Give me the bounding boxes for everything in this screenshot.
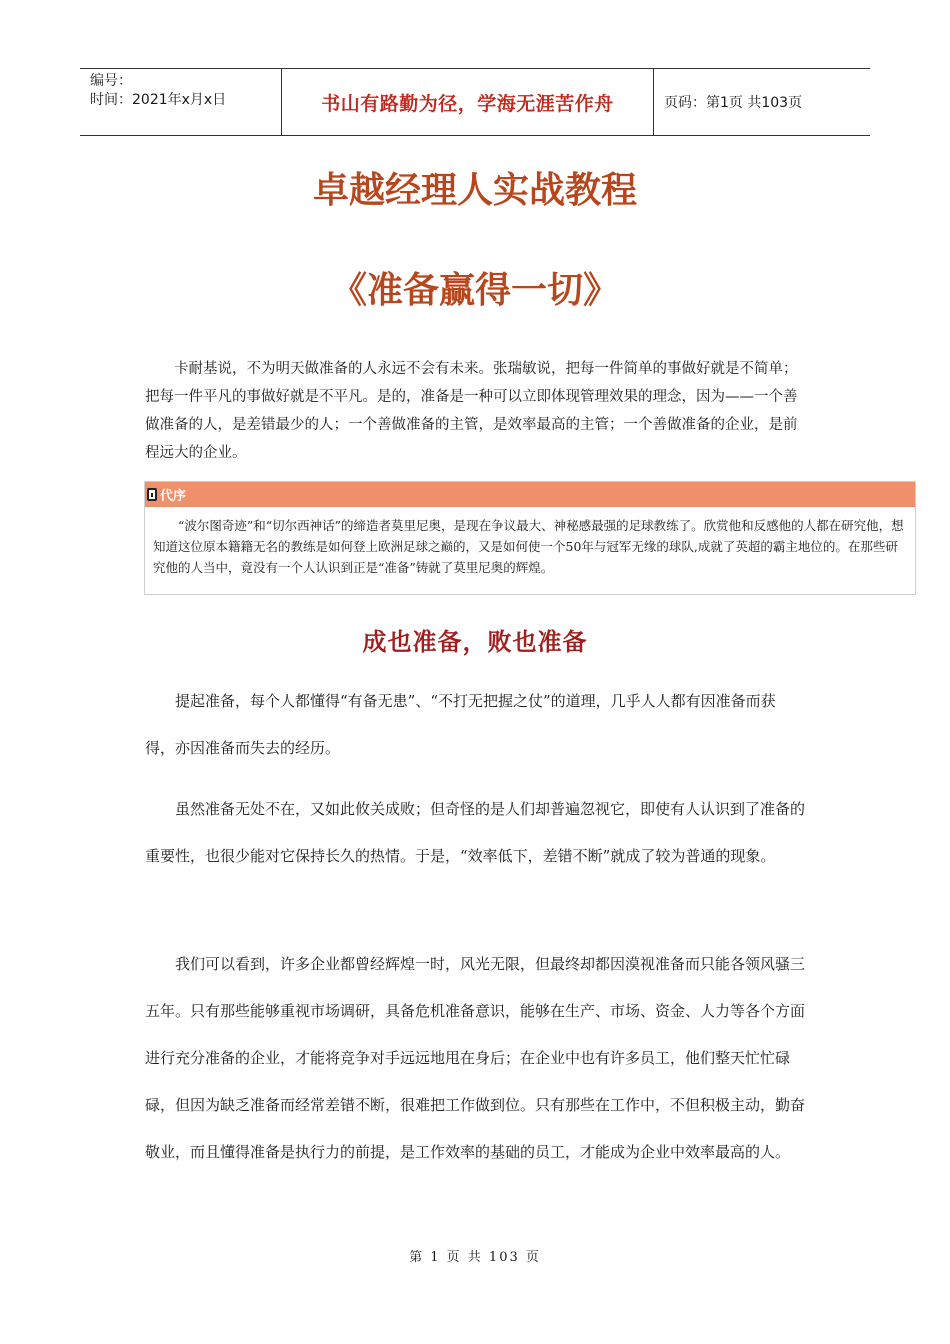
document-title: 卓越经理人实战教程 bbox=[312, 170, 637, 211]
body-paragraph-3: 我们可以看到，许多企业都曾经辉煌一时，风光无限，但最终却都因漠视准备而只能各领风骚三五年。只有那些能够重视市场调研，具备危机准备意识，能够在生产、市场、资金、人力等各个方面进行充分准备的企业，才能将竞争对手远远地甩在身后；在企业中也有许多员工，他们整天忙忙碌碌，但因为缺乏准备而经常差错不断，很难把工作做到位。只有那些在工作中，不但积极主动，勤奋敬业，而且懂得准备是执行力的前提，是工作效率的基础的员工，才能成为企业中效率最高的人。 bbox=[145, 955, 806, 1161]
page-footer: 第 1 页 共 103 页 bbox=[409, 1250, 541, 1265]
header-page-info: 页码：第1页 共103页 bbox=[664, 95, 803, 111]
section-heading: 成也准备，败也准备 bbox=[362, 627, 588, 656]
page-header bbox=[80, 68, 870, 136]
document-number-label: 编号： bbox=[90, 73, 132, 89]
header-meta-cell bbox=[80, 69, 282, 135]
document-date: 时间：2021年x月x日 bbox=[90, 92, 227, 108]
preface-box bbox=[144, 481, 916, 595]
body-paragraph-1: 提起准备，每个人都懂得“有备无患”、“不打无把握之仗”的道理，几乎人人都有因准备而获得，亦因准备而失去的经历。 bbox=[145, 692, 776, 757]
book-title: 《准备赢得一切》 bbox=[330, 270, 619, 311]
document-icon bbox=[147, 488, 157, 501]
header-motto: 书山有路勤为径，学海无涯苦作舟 bbox=[282, 69, 654, 135]
preface-body: “波尔图奇迹”和“切尔西神话”的缔造者莫里尼奥，是现在争议最大、神秘感最强的足球教练了。欣赏他和反感他的人都在研究他，想知道这位原本籍籍无名的教练是如何登上欧洲足球之巅的，又是如何使一个50年与冠军无缘的球队,成就了英超的霸主地位的。在那些研究他的人当中，竟没有一个人认识到正是“准备”铸就了莫里尼奥的辉煌。 bbox=[153, 518, 904, 575]
intro-paragraph: 卡耐基说，不为明天做准备的人永远不会有未来。张瑞敏说，把每一件简单的事做好就是不简单；把每一件平凡的事做好就是不平凡。是的，准备是一种可以立即体现管理效果的理念，因为——一个善做准备的人，是差错最少的人；一个善做准备的主管，是效率最高的主管；一个善做准备的企业，是前程远大的企业。 bbox=[145, 361, 798, 461]
preface-box-header bbox=[145, 482, 915, 507]
body-paragraph-2: 虽然准备无处不在，又如此攸关成败；但奇怪的是人们却普遍忽视它，即使有人认识到了准备的重要性，也很少能对它保持长久的热情。于是，“效率低下，差错不断”就成了较为普通的现象。 bbox=[145, 800, 806, 865]
preface-heading: 代序 bbox=[160, 489, 187, 504]
